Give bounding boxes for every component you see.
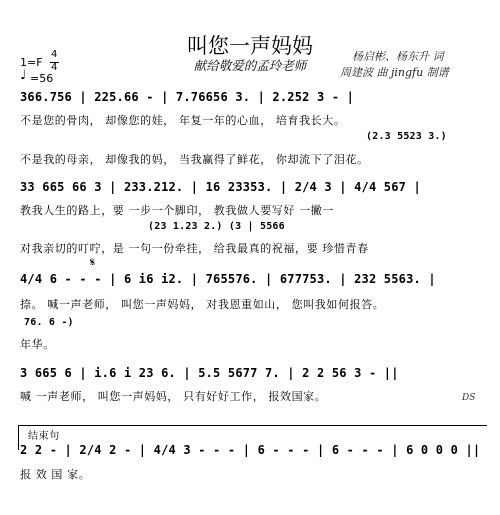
lyric-row-7: 喊 一声老师， 叫您一声妈妈， 只有好好工作， 报效国家。 [20, 390, 327, 403]
key-signature: 1=F [20, 56, 43, 69]
lyric-row-8: 报 效 国 家。 [20, 468, 91, 481]
lyric-row-1: 不是您的骨肉， 却像您的娃， 年复一年的心血， 培育我长大。 [20, 114, 346, 127]
lyric-row-5: 捺。 喊一声老师， 叫您一声妈妈， 对我恩重如山， 您叫我如何报答。 [20, 298, 385, 311]
notation-row-1: 366.756 | 225.66 - | 7.76656 3. | 2.252 3 - | [20, 90, 355, 104]
coda-label: 结束句 [28, 431, 60, 442]
lyric-row-6: 年华。 [20, 338, 55, 351]
composer-credit: 周建波 曲 jingfu 制谱 [340, 66, 449, 79]
song-subtitle: 献给敬爱的孟玲老师 [193, 58, 307, 73]
song-title: 叫您一声妈妈 [187, 34, 313, 58]
lyric-row-3: 教我人生的路上，要 一步一个脚印， 教我做人要写好 一撇一 [20, 204, 334, 217]
notation-row-7: 3 665 6 | i.6 i 23 6. | 5.5 5677 7. | 2 2 56 3 - || [20, 366, 399, 380]
arranger-signature: DS [462, 393, 476, 403]
time-signature-numerator: 4 [51, 49, 58, 60]
notation-row-2: (2.3 5523 3.) [366, 131, 447, 142]
lyricist-credit: 杨启彬、杨东升 词 [352, 50, 444, 63]
lyric-row-2: 不是我的母亲， 却像我的妈， 当我赢得了鲜花， 你却流下了泪花。 [20, 153, 369, 166]
notation-row-3: 33 665 66 3 | 233.212. | 16 23353. | 2/4 3 | 4/4 567 | [20, 180, 421, 194]
notation-row-6: 76. 6 -) [24, 317, 74, 328]
notation-row-5: 4/4 6 - - - | 6 i6 i2. | 765576. | 677753. | 232 5563. | [20, 272, 436, 286]
time-signature-denominator: 4 [51, 62, 58, 73]
notation-row-8: 2 2 - | 2/4 2 - | 4/4 3 - - - | 6 - - - | 6 - - - | 6 0 0 0 || [20, 443, 481, 457]
notation-row-4: (23 1.23 2.) (3 | 5566 [148, 221, 285, 232]
lyric-row-4: 对我亲切的叮咛，是 一句一份牵挂， 给我最真的祝福，要 珍惜青春 [20, 242, 369, 255]
segno-sign: 𝄋 [90, 255, 96, 269]
tempo-marking: =56 [30, 72, 54, 85]
quarter-note-icon: ♩ [20, 68, 27, 83]
